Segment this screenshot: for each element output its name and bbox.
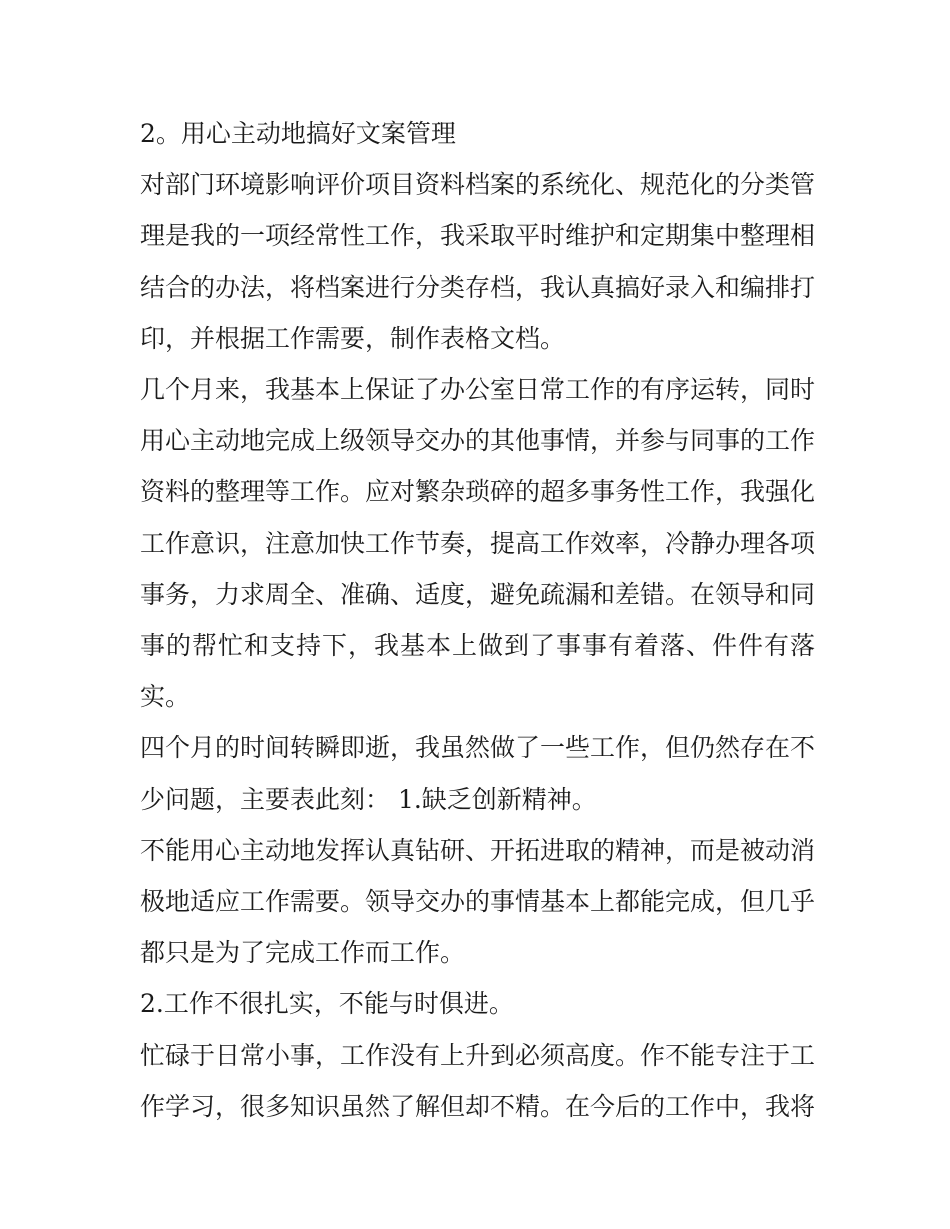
section-heading: 2.工作不很扎实，不能与时俱进。 <box>140 989 514 1019</box>
body-paragraph: 对部门环境影响评价项目资料档案的系统化、规范化的分类管理是我的一项经常性工作，我采取平时维护和定期集中整理相结合的办法，将档案进行分类存档，我认真搞好录入和编排打印，并根据工作需要，制作表格文档。 <box>140 170 816 353</box>
body-paragraph: 不能用心主动地发挥认真钻研、开拓进取的精神，而是被动消极地适应工作需要。领导交办的事情基本上都能完成，但几乎都只是为了完成工作而工作。 <box>140 835 816 968</box>
section-heading: 2。用心主动地搞好文案管理 <box>140 119 456 148</box>
body-paragraph: 忙碌于日常小事，工作没有上升到必须高度。作不能专注于工作学习，很多知识虽然了解但却不精。在今后的工作中，我将 <box>140 1040 816 1121</box>
body-paragraph: 几个月来，我基本上保证了办公室日常工作的有序运转，同时用心主动地完成上级领导交办的其他事情，并参与同事的工作资料的整理等工作。应对繁杂琐碎的超多事务性工作，我强化工作意识，注意加快工作节奏，提高工作效率，冷静办理各项事务，力求周全、准确、适度，避免疏漏和差错。在领导和同事的帮忙和支持下，我基本上做到了事事有着落、件件有落实。 <box>140 375 816 712</box>
document-page <box>140 108 815 1132</box>
body-paragraph: 四个月的时间转瞬即逝，我虽然做了一些工作，但仍然存在不少问题，主要表此刻： 1.缺乏创新精神。 <box>140 733 816 814</box>
